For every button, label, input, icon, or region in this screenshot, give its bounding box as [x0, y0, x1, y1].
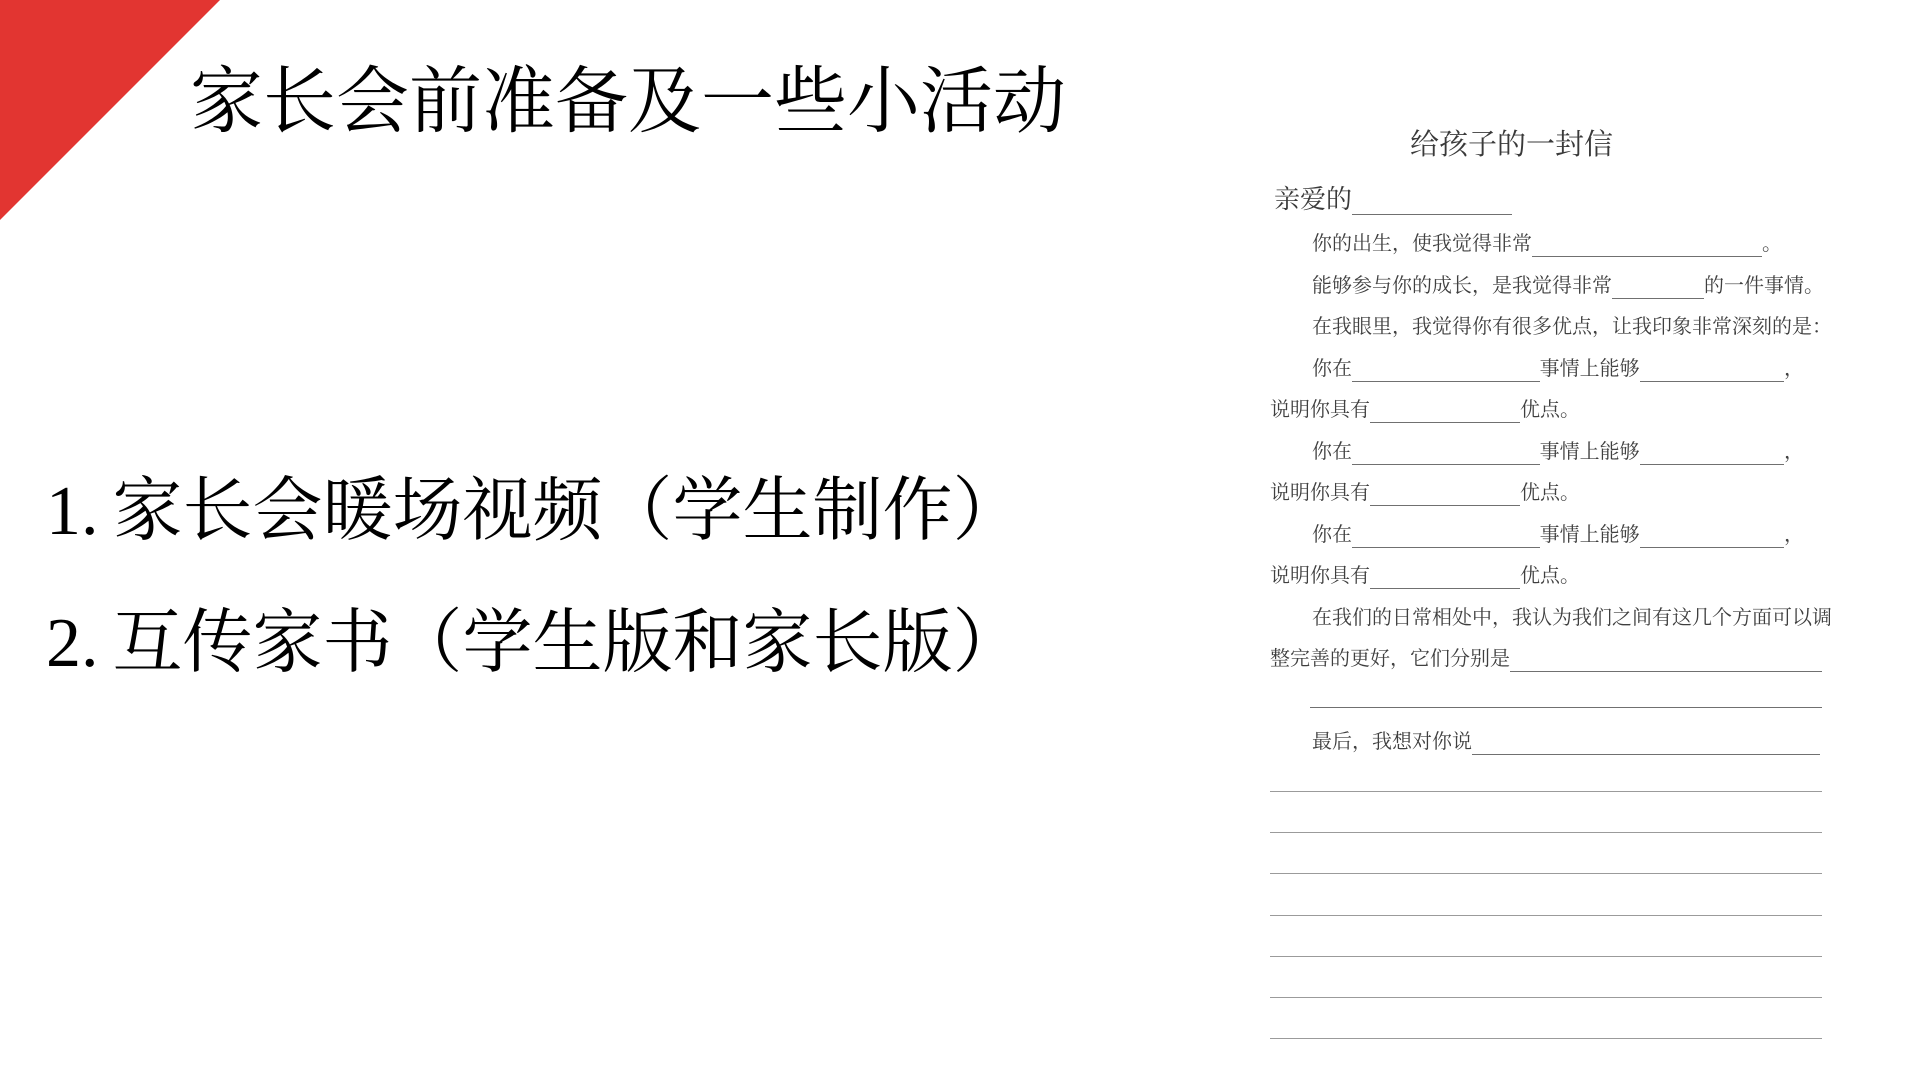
merit-text: 事情上能够 [1539, 524, 1640, 546]
corner-triangle-decoration [0, 0, 220, 220]
merit-2-line-b [1270, 480, 1580, 506]
ruled-line [1270, 997, 1822, 998]
merit-comma: ， [1784, 441, 1804, 463]
merit-3-line-a [1312, 522, 1804, 548]
merit-blank-line [1640, 525, 1784, 548]
merit-text: 说明你具有 [1270, 565, 1370, 587]
improve-line-1 [1312, 605, 1832, 631]
merit-text: 你在 [1312, 524, 1352, 546]
improve-line-2 [1270, 646, 1822, 672]
letter-salutation-row [1274, 183, 1512, 215]
merit-blank-line [1352, 359, 1540, 382]
growth-line-tail: 的一件事情。 [1704, 275, 1824, 297]
merit-blank-line [1370, 483, 1520, 506]
final-blank-line [1472, 732, 1820, 755]
growth-blank-line [1612, 276, 1704, 299]
merit-text: 说明你具有 [1270, 482, 1370, 504]
merit-text: 优点。 [1520, 399, 1580, 421]
merit-text: 优点。 [1520, 565, 1580, 587]
merit-blank-line [1370, 566, 1520, 589]
list-item-2-number: 2. [46, 605, 99, 682]
list-item-2-text: 互传家书（学生版和家长版） [112, 605, 1023, 682]
birth-line-period: 。 [1762, 233, 1782, 255]
ruled-line [1270, 956, 1822, 957]
merit-blank-line [1352, 442, 1540, 465]
merit-1-line-b [1270, 397, 1580, 423]
merit-comma: ， [1784, 358, 1804, 380]
merit-text: 事情上能够 [1539, 441, 1640, 463]
improve-blank-line [1510, 649, 1822, 672]
letter-salutation-text: 亲爱的 [1274, 184, 1353, 214]
ruled-line [1270, 1038, 1822, 1039]
merit-1-line-a [1312, 356, 1804, 382]
letter-template [1270, 125, 1832, 1065]
final-message-line [1312, 729, 1820, 755]
ruled-line [1270, 791, 1822, 792]
letter-line-birth [1312, 231, 1782, 257]
letter-line-merits-intro [1312, 314, 1832, 340]
birth-blank-line [1532, 234, 1762, 257]
merits-intro-text: 在我眼里，我觉得你有很多优点，让我印象非常深刻的是： [1312, 316, 1832, 338]
ruled-line [1270, 873, 1822, 874]
list-item-2 [46, 602, 1023, 686]
growth-line-text: 能够参与你的成长，是我觉得非常 [1312, 275, 1612, 297]
final-message-text: 最后，我想对你说 [1312, 731, 1472, 753]
merit-2-line-a [1312, 439, 1804, 465]
salutation-blank-line [1352, 186, 1512, 215]
list-item-1-text: 家长会暖场视频（学生制作） [112, 473, 1023, 550]
merit-blank-line [1640, 442, 1784, 465]
letter-title: 给孩子的一封信 [1410, 129, 1614, 161]
merit-3-line-b [1270, 563, 1580, 589]
merit-text: 事情上能够 [1539, 358, 1640, 380]
list-item-1 [46, 470, 1023, 554]
ruled-line [1270, 915, 1822, 916]
birth-line-text: 你的出生，使我觉得非常 [1312, 233, 1532, 255]
continuation-blank-line [1310, 689, 1822, 708]
ruled-line [1270, 832, 1822, 833]
merit-text: 优点。 [1520, 482, 1580, 504]
list-item-1-number: 1. [46, 473, 99, 550]
improve-text: 整完善的更好，它们分别是 [1270, 648, 1510, 670]
improve-text: 在我们的日常相处中，我认为我们之间有这几个方面可以调 [1312, 607, 1832, 629]
letter-line-growth [1312, 273, 1824, 299]
merit-text: 你在 [1312, 441, 1352, 463]
merit-blank-line [1640, 359, 1784, 382]
merit-blank-line [1370, 400, 1520, 423]
merit-blank-line [1352, 525, 1540, 548]
page-title: 家长会前准备及一些小活动 [190, 61, 1066, 142]
merit-text: 说明你具有 [1270, 399, 1370, 421]
merit-comma: ， [1784, 524, 1804, 546]
merit-text: 你在 [1312, 358, 1352, 380]
